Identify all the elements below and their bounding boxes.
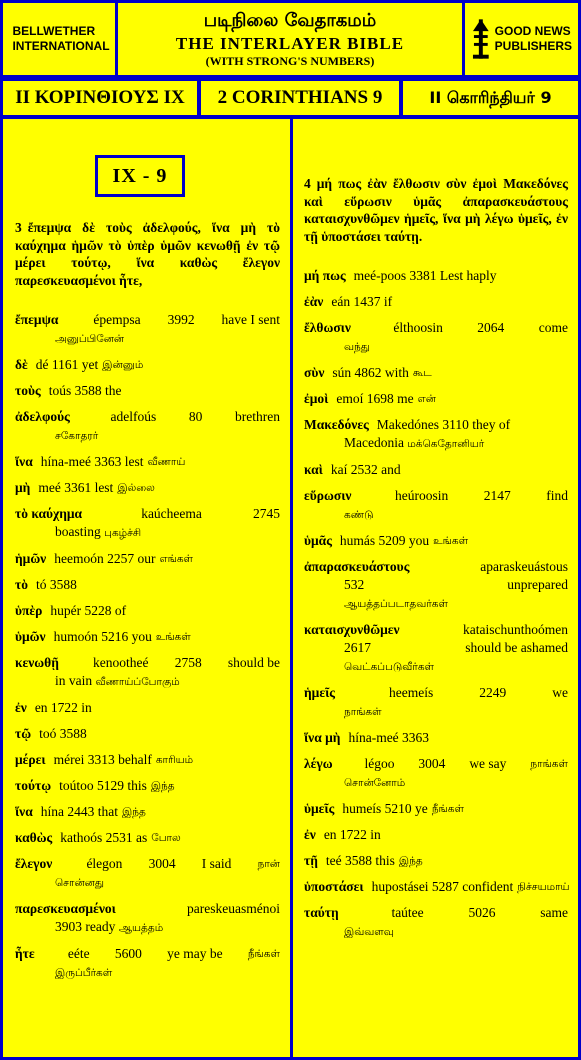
greek-word: ὑμῶν bbox=[15, 629, 46, 644]
greek-word: ἐν bbox=[15, 700, 27, 715]
word-entry bbox=[304, 293, 568, 311]
greek-word: λέγω bbox=[304, 756, 333, 771]
transliteration-number-gloss: dé 1161 yet bbox=[35, 357, 99, 372]
word-entry bbox=[304, 319, 568, 356]
entry-wrap-line bbox=[304, 773, 568, 792]
gloss-continuation: in vain bbox=[55, 673, 96, 688]
word-entry bbox=[15, 751, 280, 769]
gloss-continuation: 3903 ready bbox=[55, 919, 119, 934]
greek-word: ὑπὲρ bbox=[15, 603, 43, 618]
verse-4-greek-text bbox=[304, 175, 568, 245]
greek-word: τὸ καύχημα bbox=[15, 506, 83, 521]
greek-word: ἔλεγον bbox=[15, 856, 53, 871]
tamil-gloss: இவ்வளவு bbox=[344, 926, 394, 938]
greek-word: ἔπεμψα bbox=[15, 312, 59, 327]
gloss-continuation: boasting bbox=[55, 524, 105, 539]
tamil-gloss: நீங்கள் bbox=[431, 803, 464, 815]
word-entry bbox=[304, 487, 568, 524]
title-main: THE INTERLAYER BIBLE bbox=[175, 34, 405, 53]
greek-word: τῷ bbox=[15, 726, 32, 741]
word-entry bbox=[15, 479, 280, 497]
book-title-tamil-box bbox=[400, 78, 581, 118]
book-title-tamil: II கொரிந்தியர் 9 bbox=[429, 87, 552, 107]
entry-wrap-line bbox=[15, 523, 280, 542]
entry-token: unprepared bbox=[507, 577, 568, 592]
entry-token: find bbox=[546, 488, 568, 503]
word-entry bbox=[15, 803, 280, 821]
entry-line bbox=[304, 904, 568, 922]
good-news-logo-text bbox=[495, 24, 572, 54]
entry-line bbox=[15, 751, 280, 769]
entry-line bbox=[15, 855, 280, 873]
tamil-gloss: புகழ்ச்சி bbox=[104, 527, 142, 539]
entry-line bbox=[304, 878, 568, 896]
book-title-greek-box bbox=[0, 78, 200, 118]
word-entry bbox=[304, 532, 568, 550]
entry-token: heúroosin bbox=[394, 488, 449, 503]
tamil-gloss: போல bbox=[151, 832, 181, 844]
entry-line bbox=[15, 829, 280, 847]
entry-line bbox=[304, 364, 568, 382]
transliteration-number-gloss: humás 5209 you bbox=[339, 533, 430, 548]
entry-line bbox=[304, 576, 568, 594]
entry-line bbox=[304, 852, 568, 870]
tamil-gloss: இந்த bbox=[122, 806, 146, 818]
left-column bbox=[0, 116, 293, 1060]
entry-line bbox=[15, 453, 280, 471]
tamil-gloss: இன்னும் bbox=[102, 359, 144, 371]
tamil-gloss: நாங்கள் bbox=[344, 706, 382, 718]
tamil-gloss: கண்டு bbox=[344, 509, 374, 521]
entry-token: 532 bbox=[344, 577, 365, 592]
entry-token: aparaskeuástous bbox=[480, 559, 568, 574]
tamil-gloss: உங்கள் bbox=[155, 631, 191, 643]
entry-token: brethren bbox=[234, 409, 280, 424]
entry-line bbox=[15, 505, 280, 523]
tamil-gloss: இந்த bbox=[398, 855, 423, 867]
greek-word: ἡμῶν bbox=[15, 551, 47, 566]
transliteration-number-gloss: eán 1437 if bbox=[331, 294, 393, 309]
logo-left-line-2: INTERNATIONAL bbox=[12, 39, 110, 53]
transliteration-number-gloss: Makedónes 3110 they of bbox=[376, 417, 511, 432]
greek-word: παρεσκευασμένοι bbox=[15, 901, 116, 916]
entry-wrap-line bbox=[304, 702, 568, 721]
transliteration-number-gloss: en 1722 in bbox=[34, 700, 92, 715]
entry-line bbox=[304, 532, 568, 550]
entry-line bbox=[304, 390, 568, 408]
entry-token: நான் bbox=[257, 858, 280, 870]
entry-wrap-line bbox=[304, 657, 568, 676]
transliteration-number-gloss: meé-poos 3381 Lest haply bbox=[353, 268, 497, 283]
verse-text: ἔπεμψα δὲ τοὺς ἀδελφούς, ἵνα μὴ τὸ καύχημα ἡμῶν τὸ ὑπὲρ ὑμῶν κενωθῇ ἐν τῷ μέρει τούτῳ, ἵνα καθὼς ἔλεγον παρεσκευασμένοι ἦτε, bbox=[15, 220, 280, 288]
greek-word: ὑποστάσει bbox=[304, 879, 364, 894]
entry-token: should be ashamed bbox=[465, 640, 568, 655]
entry-token: have I sent bbox=[221, 312, 280, 327]
right-word-list bbox=[304, 267, 568, 941]
entry-wrap-line bbox=[304, 922, 568, 941]
greek-word: δὲ bbox=[15, 357, 28, 372]
word-entry bbox=[15, 725, 280, 743]
tamil-gloss: இல்லை bbox=[117, 482, 155, 494]
greek-word: καθὼς bbox=[15, 830, 53, 845]
greek-word: ἐμοὶ bbox=[304, 391, 329, 406]
word-entry bbox=[304, 558, 568, 613]
verse-number: 3 bbox=[15, 220, 22, 235]
word-entry bbox=[304, 800, 568, 818]
verse-text: μή πως ἐὰν ἔλθωσιν σὺν ἐμοὶ Μακεδόνες καὶ εὕρωσιν ὑμᾶς ἀπαρασκευάστους καταισχυνθῶμεν ἡμεῖς, ἵνα μὴ λέγω ὑμεῖς, ἐν τῇ ὑποστάσει ταύτῃ. bbox=[304, 176, 568, 244]
entry-token: 3992 bbox=[167, 312, 195, 327]
entry-line bbox=[304, 684, 568, 702]
word-entry bbox=[304, 826, 568, 844]
entry-line bbox=[304, 267, 568, 285]
entry-token: ye may be bbox=[167, 946, 223, 961]
entry-wrap-line bbox=[15, 329, 280, 348]
greek-word: τοὺς bbox=[15, 383, 41, 398]
entry-token: 2064 bbox=[477, 320, 505, 335]
word-entry bbox=[15, 382, 280, 400]
tamil-gloss: இருப்பீர்கள் bbox=[55, 967, 113, 979]
tamil-gloss: வெட்கப்படுவீர்கள் bbox=[344, 661, 435, 673]
entry-line bbox=[304, 621, 568, 639]
tamil-gloss: நிச்சயமாய் bbox=[517, 881, 570, 893]
chapter-label: IX - 9 bbox=[95, 155, 185, 197]
entry-token: pareskeuasménoi bbox=[187, 901, 280, 916]
entry-line bbox=[15, 803, 280, 821]
greek-word: τούτῳ bbox=[15, 778, 52, 793]
transliteration-number-gloss: teé 3588 this bbox=[325, 853, 395, 868]
word-entry bbox=[304, 755, 568, 792]
transliteration-number-gloss: en 1722 in bbox=[323, 827, 381, 842]
entry-line bbox=[304, 755, 568, 773]
greek-word: ἐὰν bbox=[304, 294, 324, 309]
greek-word: ἐν bbox=[304, 827, 316, 842]
tamil-gloss: கூட bbox=[412, 367, 432, 379]
entry-token: we bbox=[552, 685, 568, 700]
title-tamil: படிநிலை வேதாகமம் bbox=[203, 10, 377, 31]
transliteration-number-gloss: heemoón 2257 our bbox=[54, 551, 156, 566]
transliteration-number-gloss: kathoós 2531 as bbox=[60, 830, 148, 845]
entry-line bbox=[304, 729, 568, 747]
word-entry bbox=[15, 699, 280, 717]
entry-wrap-line bbox=[304, 337, 568, 356]
entry-token: I said bbox=[201, 856, 232, 871]
word-entry bbox=[304, 461, 568, 479]
transliteration-number-gloss: toús 3588 the bbox=[48, 383, 122, 398]
word-entry bbox=[15, 576, 280, 594]
entry-wrap-line bbox=[304, 594, 568, 613]
entry-token: 3004 bbox=[418, 756, 446, 771]
entry-line bbox=[15, 777, 280, 795]
greek-word: τῇ bbox=[304, 853, 318, 868]
entry-line bbox=[15, 356, 280, 374]
greek-word: ἡμεῖς bbox=[304, 685, 335, 700]
entry-line bbox=[15, 654, 280, 672]
word-entry bbox=[15, 505, 280, 542]
word-entry bbox=[15, 356, 280, 374]
greek-word: ὑμᾶς bbox=[304, 533, 332, 548]
greek-word: ὑμεῖς bbox=[304, 801, 335, 816]
entry-line bbox=[304, 487, 568, 505]
greek-word: ἀδελφούς bbox=[15, 409, 70, 424]
word-entry bbox=[304, 390, 568, 408]
entry-token: 2147 bbox=[483, 488, 511, 503]
greek-word: τὸ bbox=[15, 577, 28, 592]
word-entry bbox=[304, 267, 568, 285]
tamil-gloss: சொன்னோம் bbox=[344, 777, 406, 789]
entry-token: we say bbox=[469, 756, 507, 771]
good-news-logo-icon bbox=[471, 17, 491, 61]
logo-right-line-1: GOOD NEWS bbox=[494, 24, 571, 38]
transliteration-number-gloss: hína-meé 3363 bbox=[348, 730, 430, 745]
word-entry bbox=[15, 945, 280, 982]
entry-token: élthoosin bbox=[393, 320, 443, 335]
entry-token: kenootheé bbox=[93, 655, 149, 670]
logo-right-line-2: PUBLISHERS bbox=[494, 39, 572, 53]
entry-token: நீங்கள் bbox=[247, 948, 280, 960]
entry-token: 2617 bbox=[344, 640, 371, 655]
entry-token: kaúcheema bbox=[141, 506, 202, 521]
word-entry bbox=[15, 855, 280, 892]
entry-token: légoo bbox=[364, 756, 395, 771]
entry-line bbox=[15, 900, 280, 918]
entry-line bbox=[304, 416, 568, 434]
entry-line bbox=[304, 639, 568, 657]
entry-line bbox=[304, 800, 568, 818]
word-entry bbox=[15, 829, 280, 847]
entry-token: 2758 bbox=[174, 655, 202, 670]
title-subtitle: (WITH STRONG'S NUMBERS) bbox=[205, 54, 375, 68]
tamil-gloss: இந்த bbox=[150, 780, 175, 792]
entry-line bbox=[15, 382, 280, 400]
book-title-greek: II ΚΟΡΙΝΘΙΟΥΣ IX bbox=[15, 87, 185, 108]
entry-line bbox=[15, 725, 280, 743]
tamil-gloss: சொன்னது bbox=[55, 877, 104, 889]
transliteration-number-gloss: kaí 2532 and bbox=[330, 462, 401, 477]
transliteration-number-gloss: hupostásei 5287 confident bbox=[371, 879, 514, 894]
entry-line bbox=[15, 576, 280, 594]
entry-token: same bbox=[540, 905, 568, 920]
entry-token: épempsa bbox=[93, 312, 141, 327]
entry-token: come bbox=[538, 320, 568, 335]
greek-word: ἵνα μὴ bbox=[304, 730, 341, 745]
entry-token: élegon bbox=[86, 856, 123, 871]
transliteration-number-gloss: humeís 5210 ye bbox=[342, 801, 428, 816]
transliteration-number-gloss: meé 3361 lest bbox=[38, 480, 114, 495]
entry-line bbox=[15, 479, 280, 497]
word-entry bbox=[15, 408, 280, 445]
entry-wrap-line bbox=[15, 873, 280, 892]
entry-line bbox=[15, 602, 280, 620]
entry-token: நாங்கள் bbox=[530, 758, 568, 770]
word-entry bbox=[304, 684, 568, 721]
entry-wrap-line bbox=[304, 434, 568, 453]
entry-line bbox=[304, 293, 568, 311]
greek-word: ταύτῃ bbox=[304, 905, 339, 920]
entry-token: eéte bbox=[67, 946, 90, 961]
entry-line bbox=[15, 311, 280, 329]
publisher-logo-left bbox=[0, 0, 118, 78]
entry-line bbox=[15, 408, 280, 426]
transliteration-number-gloss: humoón 5216 you bbox=[53, 629, 152, 644]
entry-token: 5026 bbox=[468, 905, 496, 920]
greek-word: μέρει bbox=[15, 752, 46, 767]
bellwether-logo-text bbox=[12, 24, 109, 54]
publisher-logo-right bbox=[462, 0, 581, 78]
logo-left-line-1: BELLWETHER bbox=[12, 24, 96, 38]
transliteration-number-gloss: tó 3588 bbox=[35, 577, 77, 592]
greek-word: καταισχυνθῶμεν bbox=[304, 622, 400, 637]
entry-line bbox=[15, 945, 280, 963]
tamil-gloss: வந்து bbox=[344, 341, 370, 353]
word-entry bbox=[15, 602, 280, 620]
left-word-list bbox=[15, 311, 280, 982]
greek-word: κενωθῇ bbox=[15, 655, 59, 670]
entry-token: kataischunthoómen bbox=[463, 622, 568, 637]
tamil-gloss: ஆயத்தப்படாதவர்கள் bbox=[344, 598, 448, 610]
entry-wrap-line bbox=[15, 918, 280, 937]
entry-token: 80 bbox=[188, 409, 203, 424]
entry-line bbox=[304, 461, 568, 479]
tamil-gloss: வீணாய்ப்போகும் bbox=[95, 676, 180, 688]
title-box bbox=[115, 0, 465, 78]
entry-line bbox=[15, 699, 280, 717]
greek-word: εὕρωσιν bbox=[304, 488, 352, 503]
transliteration-number-gloss: emoí 1698 me bbox=[336, 391, 414, 406]
entry-wrap-line bbox=[15, 426, 280, 445]
transliteration-number-gloss: hína-meé 3363 lest bbox=[40, 454, 144, 469]
word-entry bbox=[304, 416, 568, 453]
word-entry bbox=[304, 729, 568, 747]
entry-token: 3004 bbox=[148, 856, 176, 871]
word-entry bbox=[15, 453, 280, 471]
greek-word: ἵνα bbox=[15, 454, 33, 469]
word-entry bbox=[15, 550, 280, 568]
entry-line bbox=[304, 826, 568, 844]
entry-token: 5600 bbox=[114, 946, 142, 961]
entry-line bbox=[304, 558, 568, 576]
word-entry bbox=[15, 654, 280, 691]
transliteration-number-gloss: mérei 3313 behalf bbox=[53, 752, 152, 767]
right-column bbox=[290, 116, 581, 1060]
tamil-gloss: உங்கள் bbox=[433, 535, 469, 547]
greek-word: ἵνα bbox=[15, 804, 33, 819]
entry-token: 2745 bbox=[253, 506, 280, 521]
greek-word: μή πως bbox=[304, 268, 346, 283]
word-entry bbox=[304, 621, 568, 676]
entry-token: heemeís bbox=[388, 685, 434, 700]
tamil-gloss: காரியம் bbox=[155, 754, 194, 766]
verse-number: 4 bbox=[304, 176, 311, 191]
verse-3-greek-text bbox=[15, 219, 280, 289]
transliteration-number-gloss: toó 3588 bbox=[39, 726, 87, 741]
entry-token: adelfoús bbox=[110, 409, 157, 424]
transliteration-number-gloss: sún 4862 with bbox=[332, 365, 409, 380]
word-entry bbox=[304, 878, 568, 896]
gloss-continuation: Macedonia bbox=[344, 435, 408, 450]
entry-line bbox=[304, 319, 568, 337]
tamil-gloss: ஆயத்தம் bbox=[118, 922, 164, 934]
greek-word: σὺν bbox=[304, 365, 325, 380]
entry-token: 2249 bbox=[479, 685, 507, 700]
entry-line bbox=[15, 550, 280, 568]
entry-line bbox=[15, 628, 280, 646]
word-entry bbox=[15, 777, 280, 795]
entry-wrap-line bbox=[15, 672, 280, 691]
tamil-gloss: மக்கெதோனியர் bbox=[407, 438, 485, 450]
greek-word: ἔλθωσιν bbox=[304, 320, 351, 335]
transliteration-number-gloss: hupér 5228 of bbox=[50, 603, 127, 618]
transliteration-number-gloss: hína 2443 that bbox=[40, 804, 119, 819]
tamil-gloss: எங்கள் bbox=[159, 553, 194, 565]
word-entry bbox=[15, 311, 280, 348]
greek-word: ἦτε bbox=[15, 946, 35, 961]
word-entry bbox=[304, 852, 568, 870]
book-title-english: 2 CORINTHIANS 9 bbox=[217, 87, 383, 108]
book-title-english-box bbox=[198, 78, 402, 118]
word-entry bbox=[304, 904, 568, 941]
greek-word: Μακεδόνες bbox=[304, 417, 369, 432]
entry-token: should be bbox=[227, 655, 280, 670]
tamil-gloss: சகோதரர் bbox=[55, 430, 99, 442]
transliteration-number-gloss: toútoo 5129 this bbox=[59, 778, 147, 793]
entry-wrap-line bbox=[15, 963, 280, 982]
entry-token: taútee bbox=[391, 905, 424, 920]
entry-wrap-line bbox=[304, 505, 568, 524]
tamil-gloss: என் bbox=[417, 393, 436, 405]
word-entry bbox=[15, 628, 280, 646]
word-entry bbox=[304, 364, 568, 382]
greek-word: ἀπαρασκευάστους bbox=[304, 559, 410, 574]
tamil-gloss: வீணாய் bbox=[147, 456, 186, 468]
greek-word: μὴ bbox=[15, 480, 31, 495]
word-entry bbox=[15, 900, 280, 937]
tamil-gloss: அனுப்பினேன் bbox=[55, 333, 125, 345]
greek-word: καὶ bbox=[304, 462, 323, 477]
